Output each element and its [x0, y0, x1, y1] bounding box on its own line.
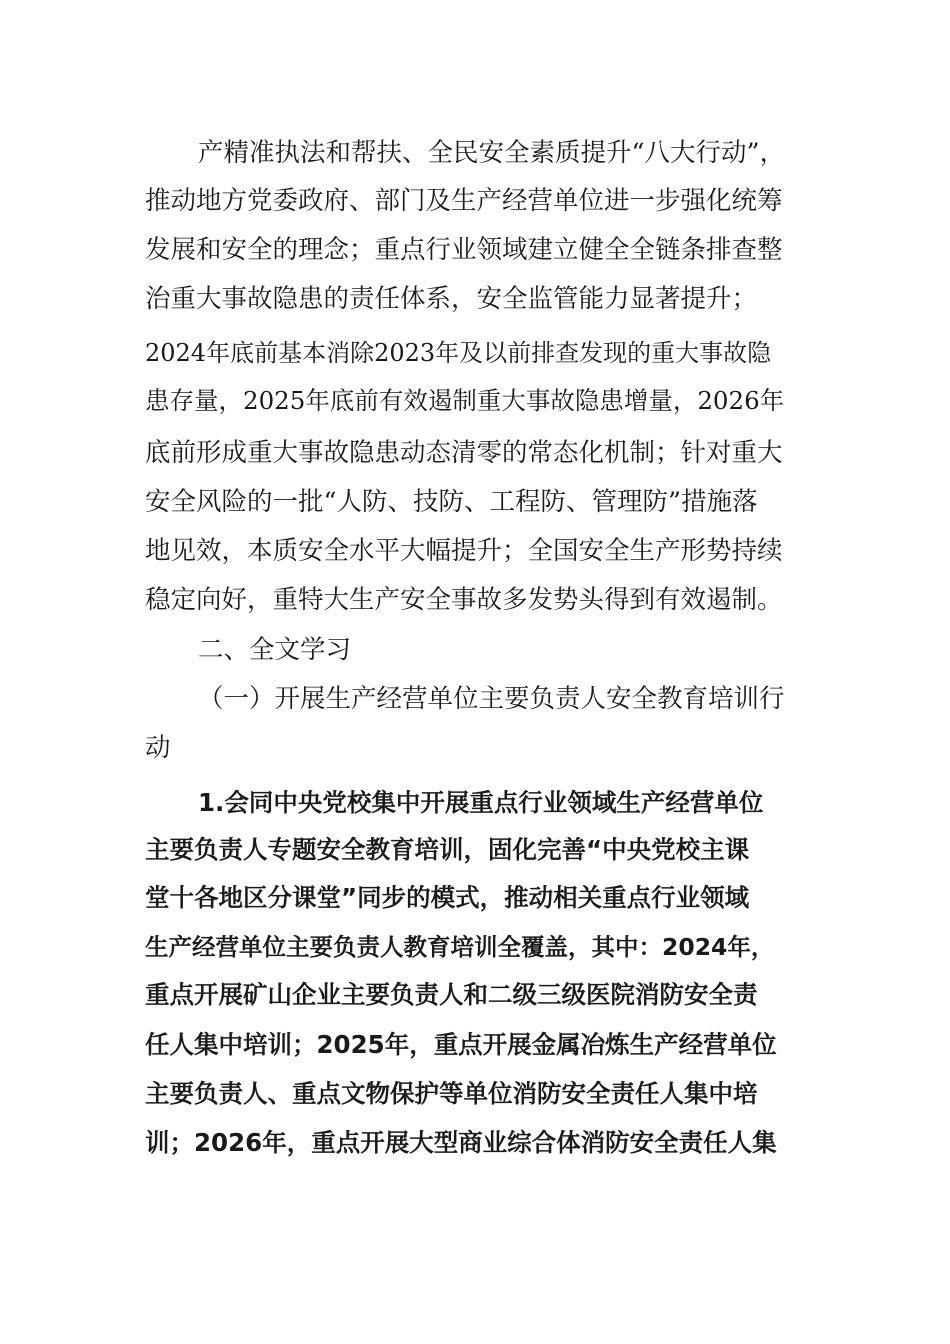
- text-line: 主要负责人、重点文物保护等单位消防安全责任人集中培: [145, 1079, 758, 1108]
- text-line: 治重大事故隐患的责任体系，安全监管能力显著提升；: [145, 284, 758, 314]
- text-line: 任人集中培训；2025年，重点开展金属冶炼生产经营单位: [145, 1030, 777, 1059]
- text-line: 堂十各地区分课堂”同步的模式，推动相关重点行业领域: [145, 883, 750, 912]
- text-line: 产精准执法和帮扶、全民安全素质提升“八大行动”，: [198, 138, 786, 168]
- text-line: 重点开展矿山企业主要负责人和二级三级医院消防安全责: [145, 980, 758, 1009]
- text-line: 地见效，本质安全水平大幅提升；全国安全生产形势持续: [145, 536, 783, 566]
- text-line: 安全风险的一批“人防、技防、工程防、管理防”措施落: [145, 487, 758, 517]
- text-line: （一）开展生产经营单位主要负责人安全教育培训行: [198, 684, 785, 714]
- text-line: 1.会同中央党校集中开展重点行业领域生产经营单位: [198, 788, 764, 817]
- text-line: 底前形成重大事故隐患动态清零的常态化机制；针对重大: [145, 438, 783, 468]
- section-heading: 二、全文学习: [198, 635, 352, 665]
- text-line: 2024年底前基本消除2023年及以前排查发现的重大事故隐: [145, 339, 772, 367]
- text-line: 发展和安全的理念；重点行业领域建立健全全链条排查整: [145, 235, 783, 265]
- text-line: 患存量，2025年底前有效遏制重大事故隐患增量，2026年: [145, 386, 785, 415]
- text-line: 生产经营单位主要负责人教育培训全覆盖，其中：2024年，: [145, 933, 775, 961]
- text-line: 训；2026年，重点开展大型商业综合体消防安全责任人集: [145, 1128, 777, 1157]
- text-line: 主要负责人专题安全教育培训，固化完善“中央党校主课: [145, 835, 750, 864]
- text-line: 推动地方党委政府、部门及生产经营单位进一步强化统筹: [145, 186, 783, 216]
- text-line: 动: [145, 733, 171, 763]
- text-line: 稳定向好，重特大生产安全事故多发势头得到有效遏制。: [145, 585, 783, 615]
